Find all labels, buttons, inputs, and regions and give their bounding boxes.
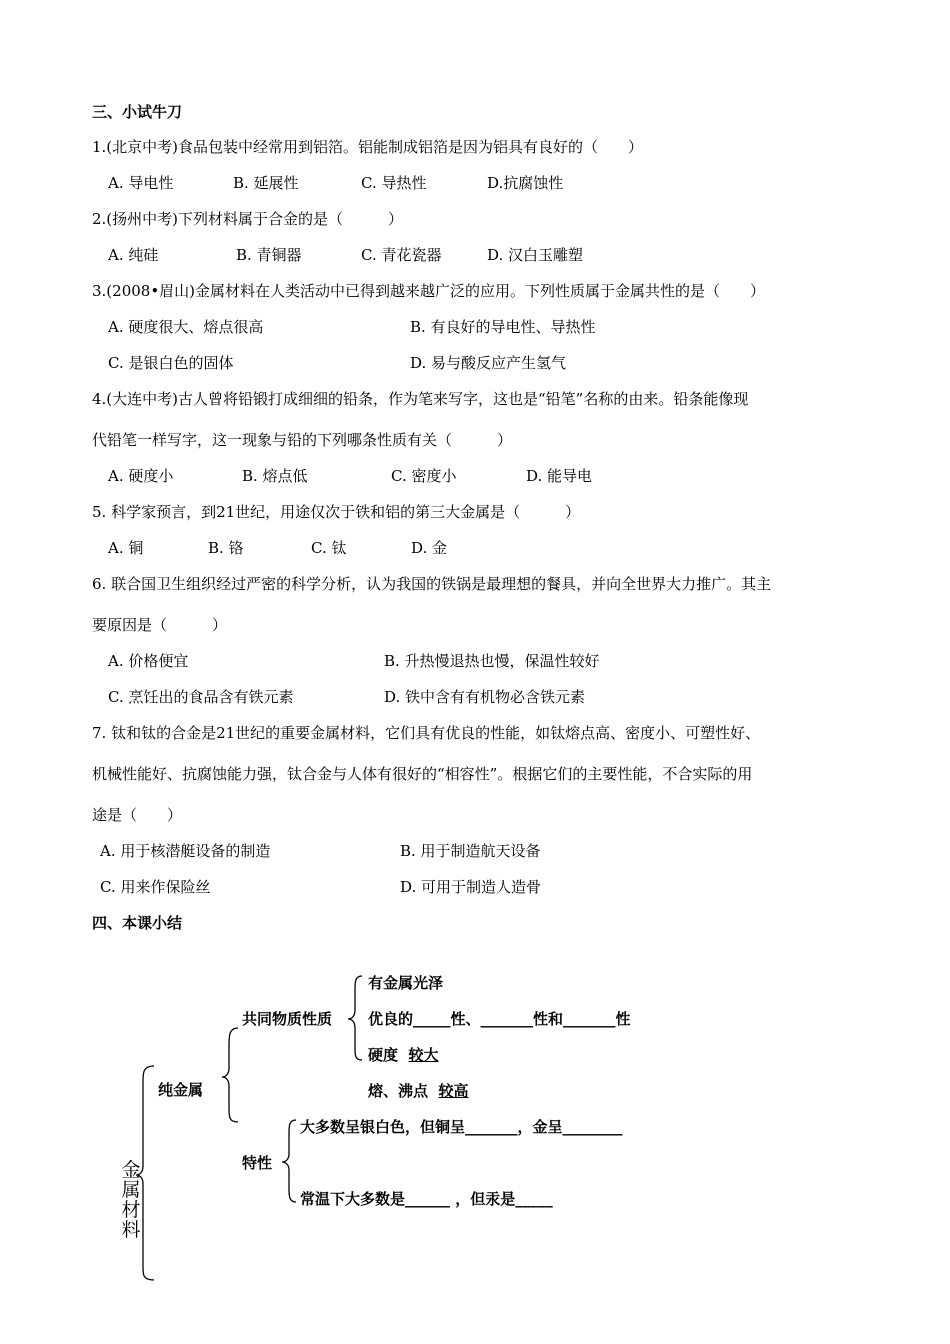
hardness-label: 硬度 — [368, 1046, 399, 1064]
diagram-common-props: 共同物质性质 — [242, 1010, 333, 1028]
bracket-common-props — [348, 976, 362, 1060]
question-6-line-2: 要原因是（ ） — [92, 616, 228, 634]
q3-option-a: A. 硬度很大、熔点很高 — [108, 318, 264, 336]
diagram-good-properties — [368, 1012, 631, 1027]
question-2: 2.(扬州中考)下列材料属于合金的是（ ） — [92, 210, 404, 228]
section-title-practice: 三、小试牛刀 — [92, 103, 183, 121]
q5-option-a: A. 铜 — [108, 539, 144, 557]
bracket-special — [282, 1120, 296, 1202]
melting-label: 熔、沸点 — [368, 1082, 429, 1100]
question-7-line-3: 途是（ ） — [92, 806, 183, 824]
q4-option-d: D. 能导电 — [526, 467, 593, 485]
q4-option-a: A. 硬度小 — [108, 467, 174, 485]
color-blank-2: ________ — [562, 1118, 623, 1136]
diagram-color — [300, 1120, 623, 1135]
q5-option-c: C. 钛 — [311, 539, 347, 557]
diagram-special: 特性 — [242, 1154, 273, 1172]
q7-option-d: D. 可用于制造人造骨 — [400, 878, 542, 896]
q2-option-b: B. 青铜器 — [236, 246, 302, 264]
question-7-line-1: 7. 钛和钛的合金是21世纪的重要金属材料，它们具有优良的性能，如钛熔点高、密度小、可塑性好、 — [92, 724, 761, 742]
state-text: 常温下大多数是 — [300, 1190, 406, 1208]
q6-option-b: B. 升热慢退热也慢，保温性较好 — [384, 652, 600, 670]
q1-option-d: D.抗腐蚀性 — [487, 174, 564, 192]
state-blank-2: _____ — [515, 1190, 553, 1208]
good-prefix: 优良的 — [368, 1010, 414, 1028]
q5-option-b: B. 铬 — [208, 539, 244, 557]
sep-2: 性和 — [533, 1010, 564, 1028]
blank-b: _______ — [480, 1010, 534, 1028]
diagram-pure-metal: 纯金属 — [158, 1081, 204, 1099]
q2-option-d: D. 汉白玉雕塑 — [487, 246, 584, 264]
section-title-summary: 四、本课小结 — [92, 914, 183, 932]
q2-option-a: A. 纯硅 — [108, 246, 159, 264]
question-5: 5. 科学家预言，到21世纪，用途仅次于铁和铝的第三大金属是（ ） — [92, 503, 581, 521]
question-6-line-1: 6. 联合国卫生组织经过严密的科学分析，认为我国的铁锅是最理想的餐具，并向全世界大力推广。其主 — [92, 575, 772, 593]
q3-option-c: C. 是银白色的固体 — [108, 354, 234, 372]
q6-option-d: D. 铁中含有有机物必含铁元素 — [384, 688, 586, 706]
q4-option-c: C. 密度小 — [391, 467, 457, 485]
q3-option-b: B. 有良好的导电性、导热性 — [410, 318, 596, 336]
q2-option-c: C. 青花瓷器 — [361, 246, 442, 264]
diagram-root-label: 金属材料 — [121, 1159, 141, 1241]
question-1: 1.(北京中考)食品包装中经常用到铝箔。铝能制成铝箔是因为铝具有良好的（ ） — [92, 138, 644, 156]
diagram-state — [300, 1192, 553, 1207]
question-7-line-2: 机械性能好、抗腐蚀能力强，钛合金与人体有很好的“相容性”。根据它们的主要性能，不合实际的用 — [92, 765, 753, 783]
q4-option-b: B. 熔点低 — [242, 467, 308, 485]
good-suffix: 性 — [615, 1010, 631, 1028]
q7-option-a: A. 用于核潜艇设备的制造 — [100, 842, 271, 860]
q6-option-a: A. 价格便宜 — [108, 652, 189, 670]
state-mid: ，但汞是 — [455, 1190, 516, 1208]
sep-1: 性、 — [450, 1010, 481, 1028]
question-4-line-2: 代铅笔一样写字，这一现象与铅的下列哪条性质有关（ ） — [92, 431, 513, 449]
melting-value: 较高 — [438, 1082, 469, 1100]
question-4-line-1: 4.(大连中考)古人曾将铅锻打成细细的铅条，作为笔来写字，这也是“铅笔”名称的由来。铅条能像现 — [92, 390, 749, 408]
q1-option-c: C. 导热性 — [361, 174, 427, 192]
blank-a: _____ — [413, 1010, 451, 1028]
question-3: 3.(2008•眉山)金属材料在人类活动中已得到越来越广泛的应用。下列性质属于金属共性的是（ ） — [92, 282, 766, 300]
blank-c: _______ — [563, 1010, 616, 1028]
hardness-value: 较大 — [408, 1046, 439, 1064]
q1-option-a: A. 导电性 — [108, 174, 174, 192]
diagram-luster: 有金属光泽 — [368, 974, 444, 992]
diagram-melting — [368, 1084, 468, 1099]
bracket-pure-metal — [222, 1028, 238, 1122]
diagram-hardness — [368, 1048, 438, 1063]
q7-option-b: B. 用于制造航天设备 — [400, 842, 541, 860]
state-blank-1: ______ — [405, 1190, 451, 1208]
color-text: 大多数呈银白色，但铜呈 — [300, 1118, 466, 1136]
q5-option-d: D. 金 — [411, 539, 448, 557]
q6-option-c: C. 烹饪出的食品含有铁元素 — [108, 688, 294, 706]
color-mid: ，金呈 — [517, 1118, 563, 1136]
q7-option-c: C. 用来作保险丝 — [100, 878, 211, 896]
q1-option-b: B. 延展性 — [233, 174, 299, 192]
color-blank-1: _______ — [465, 1118, 518, 1136]
q3-option-d: D. 易与酸反应产生氢气 — [410, 354, 567, 372]
bracket-root — [136, 1066, 154, 1280]
